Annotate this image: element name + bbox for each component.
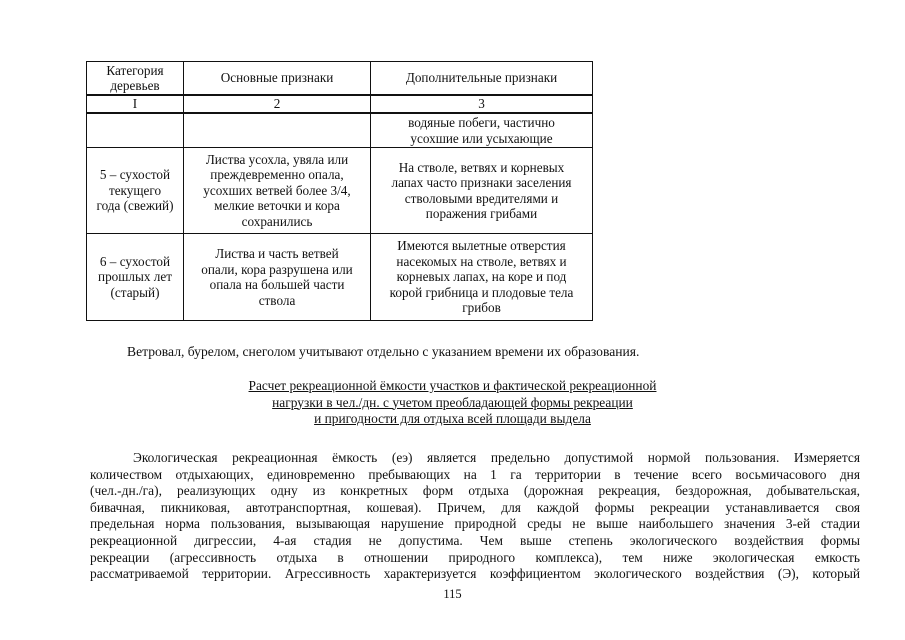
paragraph-line: рекреации (агрессивность отдыха в отношении природного комплекса), тем ниже экологическая емкость [90, 549, 860, 565]
column-number: 2 [184, 95, 371, 113]
table-row [87, 234, 593, 321]
column-number-row [87, 95, 593, 113]
section-heading [0, 378, 905, 428]
table-cell: 6 – сухостой прошлых лет (старый) [87, 234, 184, 321]
table-cell: Имеются вылетные отверстия насекомых на стволе, ветвях и корневых лапах, на коре и под корой грибница и плодовые тела грибов [371, 234, 593, 321]
paragraph-line: (чел.-дн./га), реализующих одну из конкретных форм отдыха (дорожная рекреация, бездорожная, добывательская, [90, 483, 860, 499]
note-text: Ветровал, бурелом, снеголом учитывают отдельно с указанием времени их образования. [127, 344, 640, 359]
paragraph-line: количеством отдыхающих, единовременно пребывающих на 1 га территории в течение всего восьмичасового дня [90, 466, 860, 482]
table-header-row [87, 62, 593, 96]
body-paragraph [90, 450, 860, 583]
heading-line: Расчет рекреационной ёмкости участков и фактической рекреационной [248, 378, 657, 393]
paragraph-line: рассматриваемой территории. Агрессивность характеризуется коэффициентом экологического воздействия (Э), который [90, 566, 860, 582]
header-cell-extra-signs: Дополнительные признаки [371, 62, 593, 96]
header-cell-main-signs: Основные признаки [184, 62, 371, 96]
table-row [87, 113, 593, 148]
column-number: 3 [371, 95, 593, 113]
table-cell [184, 113, 371, 148]
table-cell: водяные побеги, частично усохшие или усыхающие [371, 113, 593, 148]
paragraph-line: Экологическая рекреационная ёмкость (еэ) является предельно допустимой нормой пользования. Измеряется [133, 450, 860, 465]
table-cell: Листва и часть ветвей опали, кора разрушена или опала на большей части ствола [184, 234, 371, 321]
heading-line: и пригодности для отдыха всей площади выдела [314, 411, 591, 426]
paragraph-line: рекреационной дигрессии, 4-ая стадия не допустима. Чем выше степень экологического воздействия формы [90, 532, 860, 548]
paragraph-line: бивачная, пикниковая, автотранспортная, кошевая). Причем, для каждой формы рекреации устанавливается своя [90, 499, 860, 515]
paragraph-line: предельная норма пользования, вызывающая нарушение природной среды не выше наибольшего значения 3-ей стадии [90, 516, 860, 532]
table-cell: На стволе, ветвях и корневых лапах часто признаки заселения стволовыми вредителями и поражения грибами [371, 148, 593, 234]
tree-category-table [86, 61, 593, 321]
table-cell: 5 – сухостой текущего года (свежий) [87, 148, 184, 234]
table-cell: Листва усохла, увяла или преждевременно опала, усохших ветвей более 3/4, мелкие веточки и кора сохранились [184, 148, 371, 234]
column-number: I [87, 95, 184, 113]
heading-line: нагрузки в чел./дн. с учетом преобладающей формы рекреации [272, 394, 633, 410]
table-row [87, 148, 593, 234]
table-cell [87, 113, 184, 148]
header-cell-category: Категория деревьев [87, 62, 184, 96]
page-number: 115 [443, 587, 462, 601]
